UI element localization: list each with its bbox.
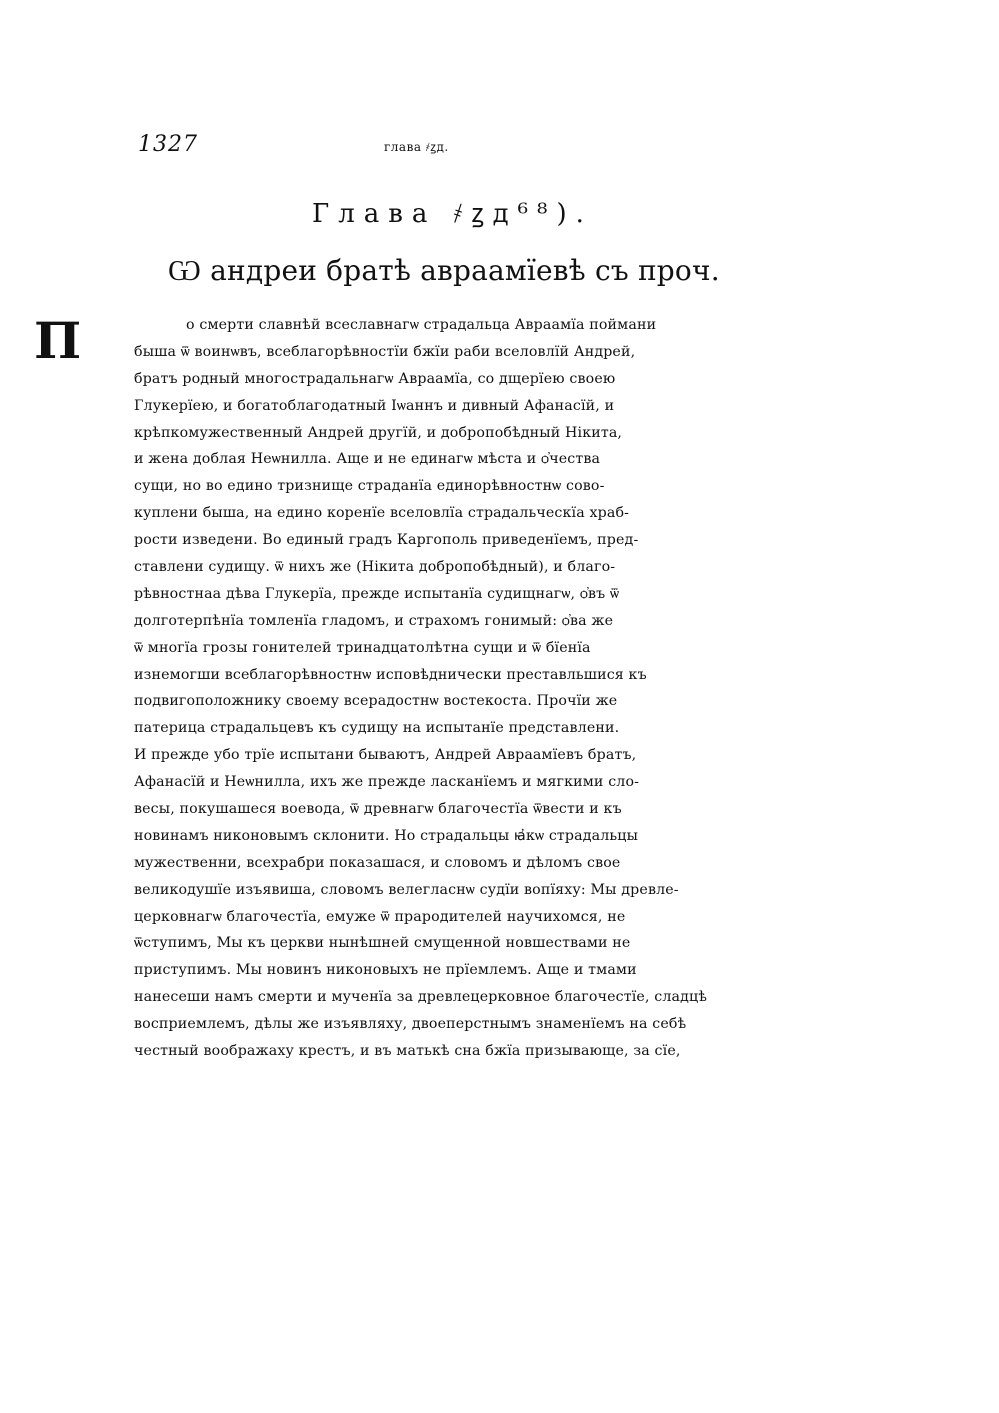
text-line: о смерти славнѣй всеславнагѡ страдальца Авраамїа поймани [186, 317, 657, 333]
text-line: церковнагѡ благочестїа, емуже ѿ прародителей научихомся, не [134, 908, 626, 925]
chapter-title: Глава ҂ꙁд⁶⁸). [312, 199, 593, 229]
text-line: ѿ многїа грозы гонителей тринадцатолѣтна сущи и ѿ бїенїа [134, 639, 591, 656]
text-line: долготерпѣнїа томленїа гладомъ, и страхомъ гонимый: ѻ҆ва же [134, 612, 614, 629]
text-line: весы, покушашеся воевода, ѿ древнагѡ благочестїа ѿвести и къ [134, 801, 622, 818]
text-line: великодушїе изъявиша, словомъ велегласнѡ судїи вопїяху: Мы древле- [134, 881, 679, 898]
text-line: сущи, но во едино тризнище страданїа единорѣвностнѡ сово- [134, 478, 605, 495]
drop-cap: П [34, 311, 82, 370]
text-line: братъ родный многострадальнагѡ Авраамїа, со дщерїею своею [134, 370, 616, 387]
text-line: Глукерїею, и богатоблагодатный Іѡаннъ и дивный Афанасїй, и [134, 397, 615, 414]
text-line: приступимъ. Мы новинъ никоновыхъ не прїемлемъ. Аще и тмами [134, 962, 637, 979]
body-text [134, 312, 708, 1065]
text-line: быша ѿ воинѡвъ, всеблагорѣвностїи бжїи раби вселовлїй Андрей, [134, 343, 636, 360]
text-line: рости изведени. Во единый градъ Каргополь приведенїемъ, пред- [134, 532, 639, 549]
text-line: куплени быша, на едино коренїе вселовлїа страдальческїа храб- [134, 505, 630, 522]
text-line: восприемлемъ, дѣлы же изъявляху, двоеперстнымъ знаменїемъ на себѣ [134, 1016, 687, 1033]
text-line: нанесеши намъ смерти и мученїа за древлецерковное благочестїе, сладцѣ [134, 989, 708, 1006]
text-line: изнемогши всеблагорѣвностнѡ исповѣднически преставльшися къ [134, 666, 647, 683]
text-line: честный воображаху крестъ, и въ матькѣ сна бжїа призывающе, за сїе, [134, 1043, 681, 1060]
text-line: Афанасїй и Неѡнилла, ихъ же прежде ласканїемъ и мягкими сло- [134, 774, 640, 791]
text-line: рѣвностнаа дѣва Глукерїа, прежде испытанїа судищнагѡ, ѻ҆въ ѿ [134, 585, 620, 602]
chapter-heading: Ѡ андреи братѣ авраамїевѣ съ проч. [168, 254, 720, 287]
page-number: 1327 [138, 132, 198, 157]
text-line: новинамъ никоновымъ склонити. Но страдальцы ꙗ҆кѡ страдальцы [134, 827, 639, 844]
text-line: мужественни, всехрабри показашася, и словомъ и дѣломъ свое [134, 854, 621, 871]
text-line: и жена доблая Неѡнилла. Аще и не единагѡ мѣста и ѻ҆чества [134, 451, 601, 468]
text-line: И прежде убо трїе испытани бываютъ, Андрей Авраамїевъ братъ, [134, 747, 637, 764]
text-line: патерица страдальцевъ къ судищу на испытанїе представлени. [134, 720, 620, 737]
running-head: глава ҂ꙁд. [384, 140, 449, 154]
text-line: подвигоположнику своему всерадостнѡ востекоста. Прочїи же [134, 693, 618, 710]
text-line: ставлени судищу. ѿ нихъ же (Нікита добропобѣдный), и благо- [134, 559, 616, 576]
text-line: крѣпкомужественный Андрей другїй, и добропобѣдный Нікита, [134, 424, 623, 441]
text-line: ѿступимъ, Мы къ церкви нынѣшней смущенной новшествами не [134, 935, 631, 952]
